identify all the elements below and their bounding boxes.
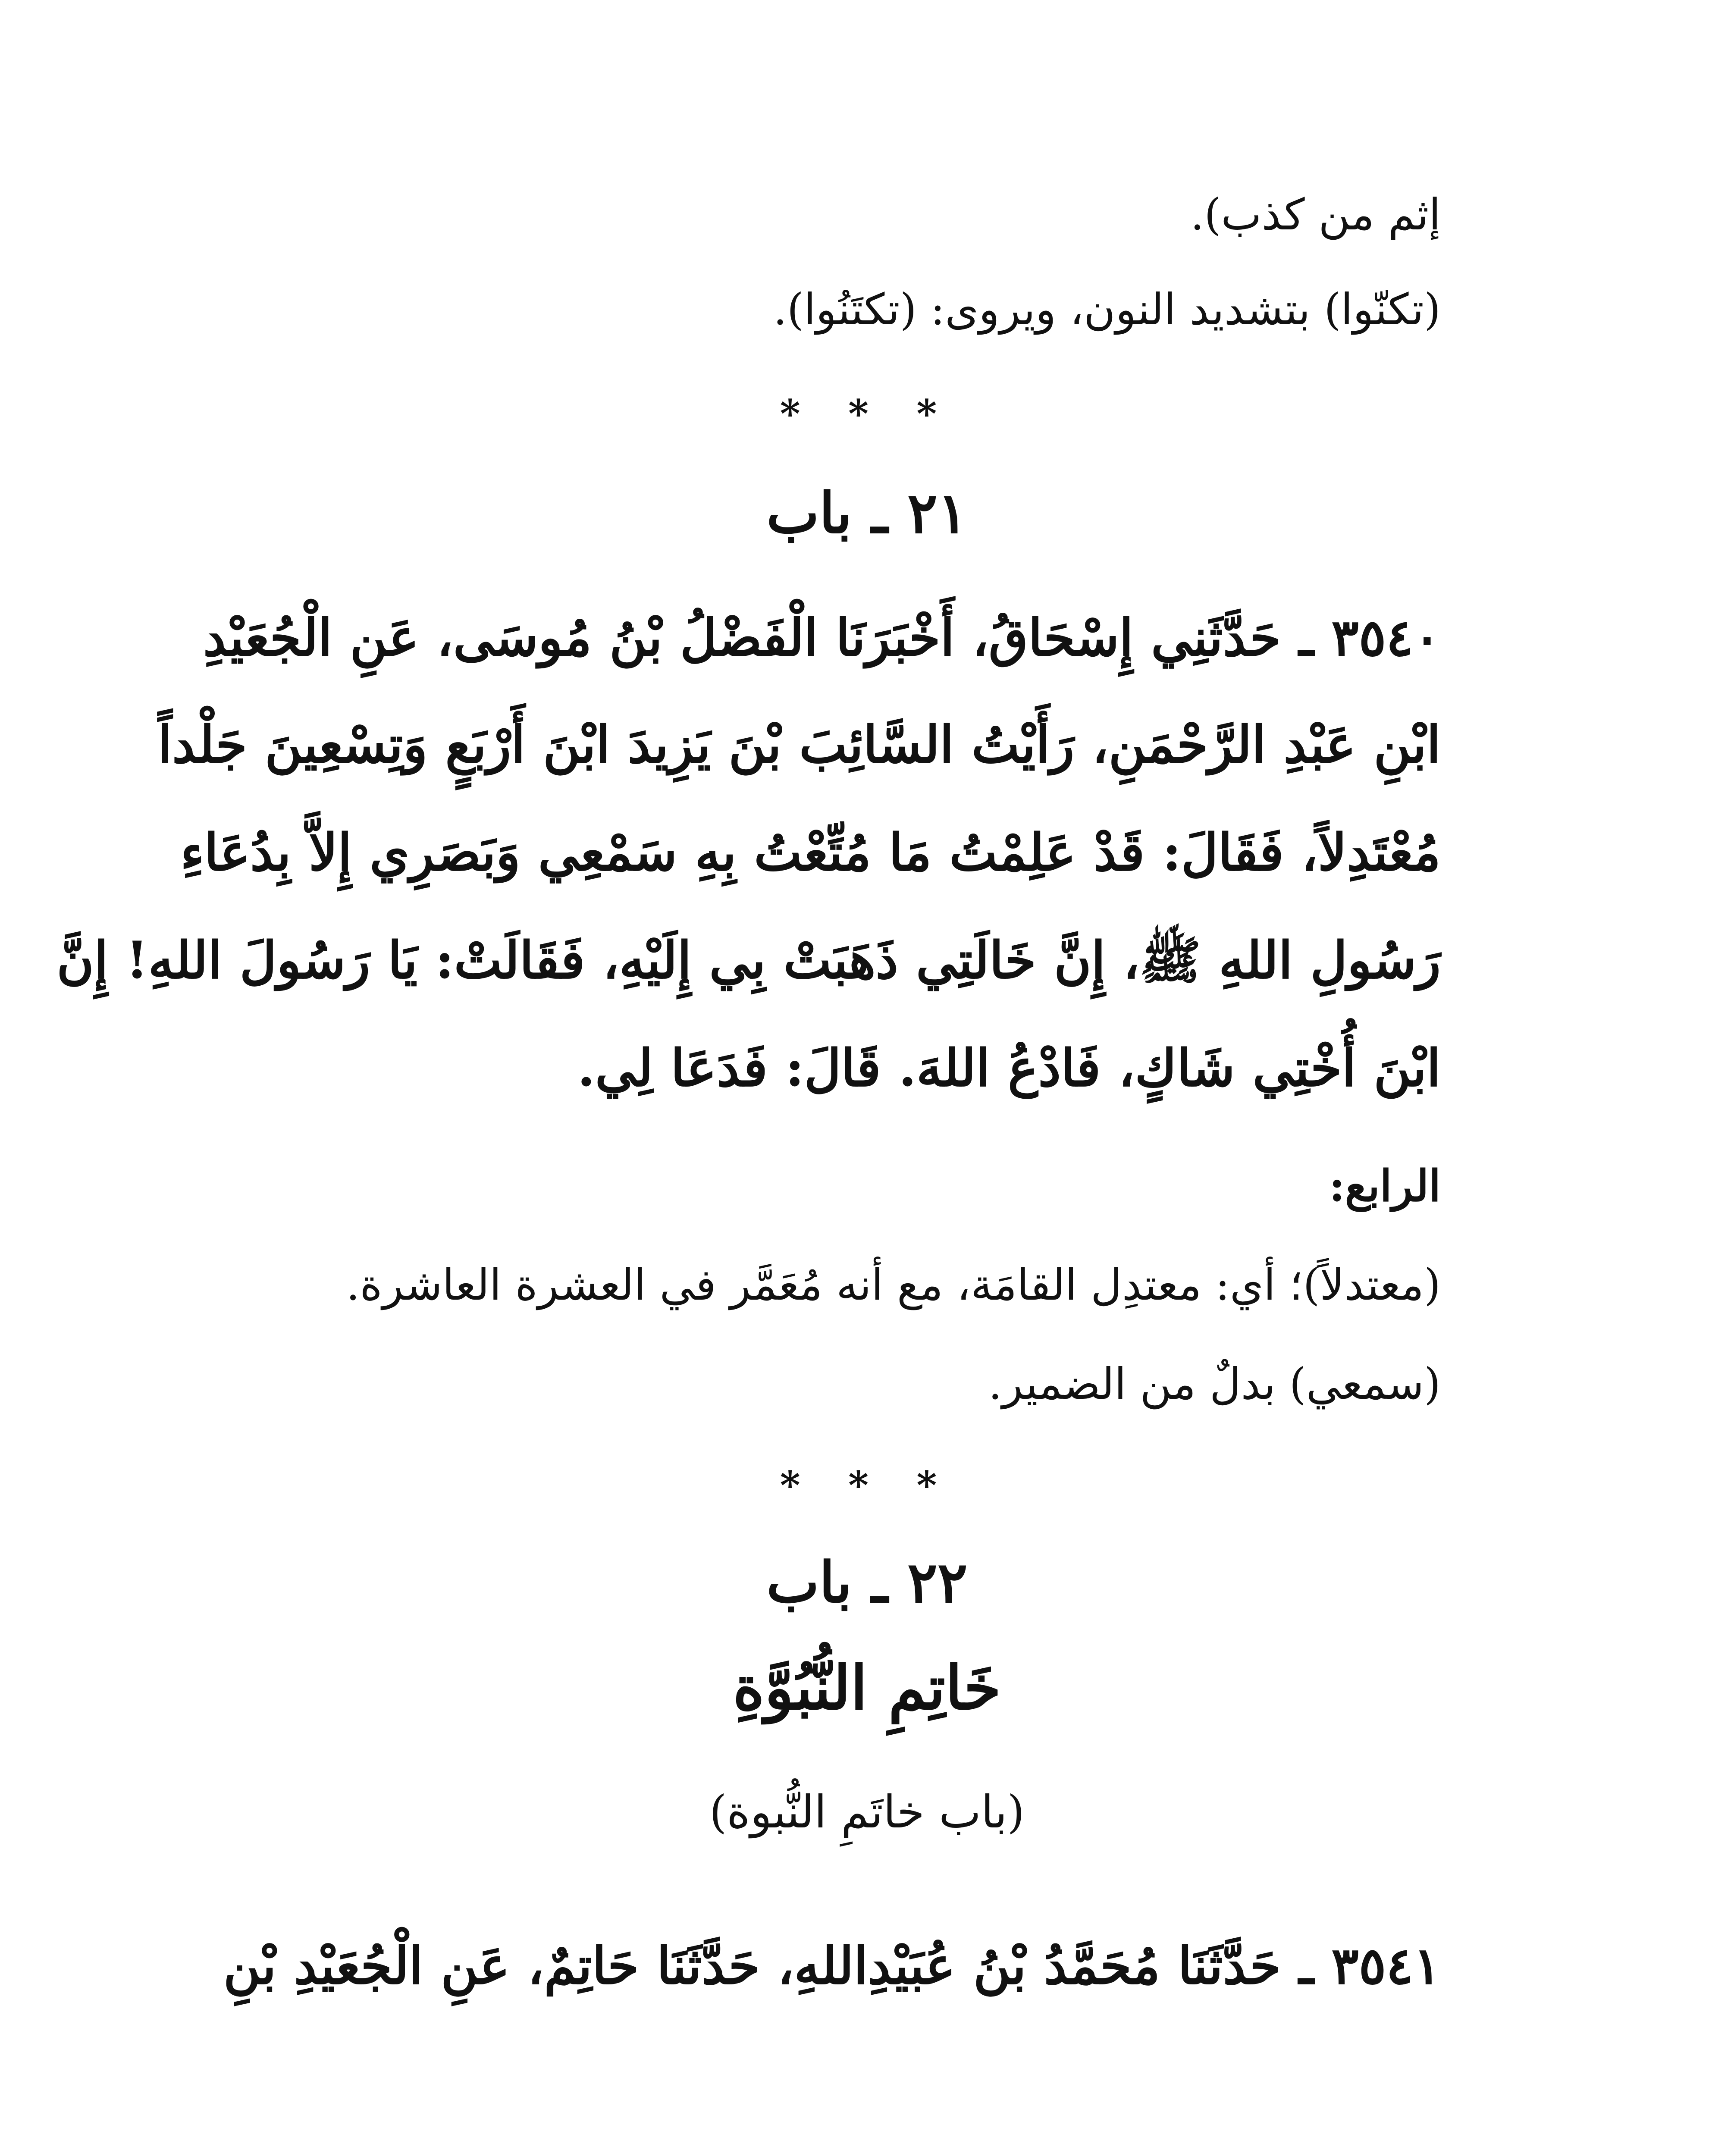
hadith-3540-line: رَسُولِ اللهِ ﷺ، إِنَّ خَالَتِي ذَهَبَتْ بِي إِلَيْهِ، فَقَالَتْ: يَا رَسُولَ اللهِ! إِنَّ [56,930,1441,990]
commentary-line: (سمعي) بدلٌ من الضمير. [988,1359,1441,1409]
hadith-3540-line: ابْنِ عَبْدِ الرَّحْمَنِ، رَأَيْتُ السَّائِبَ بْنَ يَزِيدَ ابْنَ أَرْبَعٍ وَتِسْعِينَ جَلْداً [158,714,1441,774]
commentary-line: (معتدلاً)؛ أي: معتدِل القامَة، مع أنه مُعَمَّر في العشرة العاشرة. [346,1260,1441,1310]
hadith-3541-line: ٣٥٤١ ـ حَدَّثَنَا مُحَمَّدُ بْنُ عُبَيْدِاللهِ، حَدَّثَنَا حَاتِمٌ، عَنِ الْجُعَيْدِ بْنِ [223,1936,1441,1996]
commentary-line: إثم من كذب). [1190,189,1441,240]
section-separator: * * * [780,391,954,437]
hadith-3540-line: ابْنَ أُخْتِي شَاكٍ، فَادْعُ اللهَ. قَالَ: فَدَعَا لِي. [577,1038,1441,1098]
hadith-3540-line: ٣٥٤٠ ـ حَدَّثَنِي إِسْحَاقُ، أَخْبَرَنَا الْفَضْلُ بْنُ مُوسَى، عَنِ الْجُعَيْدِ [203,608,1441,667]
chapter-title: خَاتِمِ النُّبُوَّةِ [733,1653,1001,1724]
section-separator: * * * [780,1463,954,1508]
commentary-line: (تكنّوا) بتشديد النون، ويروى: (تكتَنُوا). [773,284,1441,335]
hadith-3540-line: مُعْتَدِلاً، فَقَالَ: قَدْ عَلِمْتُ مَا مُتِّعْتُ بِهِ سَمْعِي وَبَصَرِي إِلاَّ بِدُعَاءِ [180,822,1441,882]
commentary-heading: الرابع: [1329,1160,1441,1211]
chapter-heading-21: ٢١ ـ باب [766,480,968,546]
chapter-heading-22: ٢٢ ـ باب [766,1549,968,1615]
chapter-subtitle: (باب خاتَمِ النُّبوة) [709,1786,1025,1838]
